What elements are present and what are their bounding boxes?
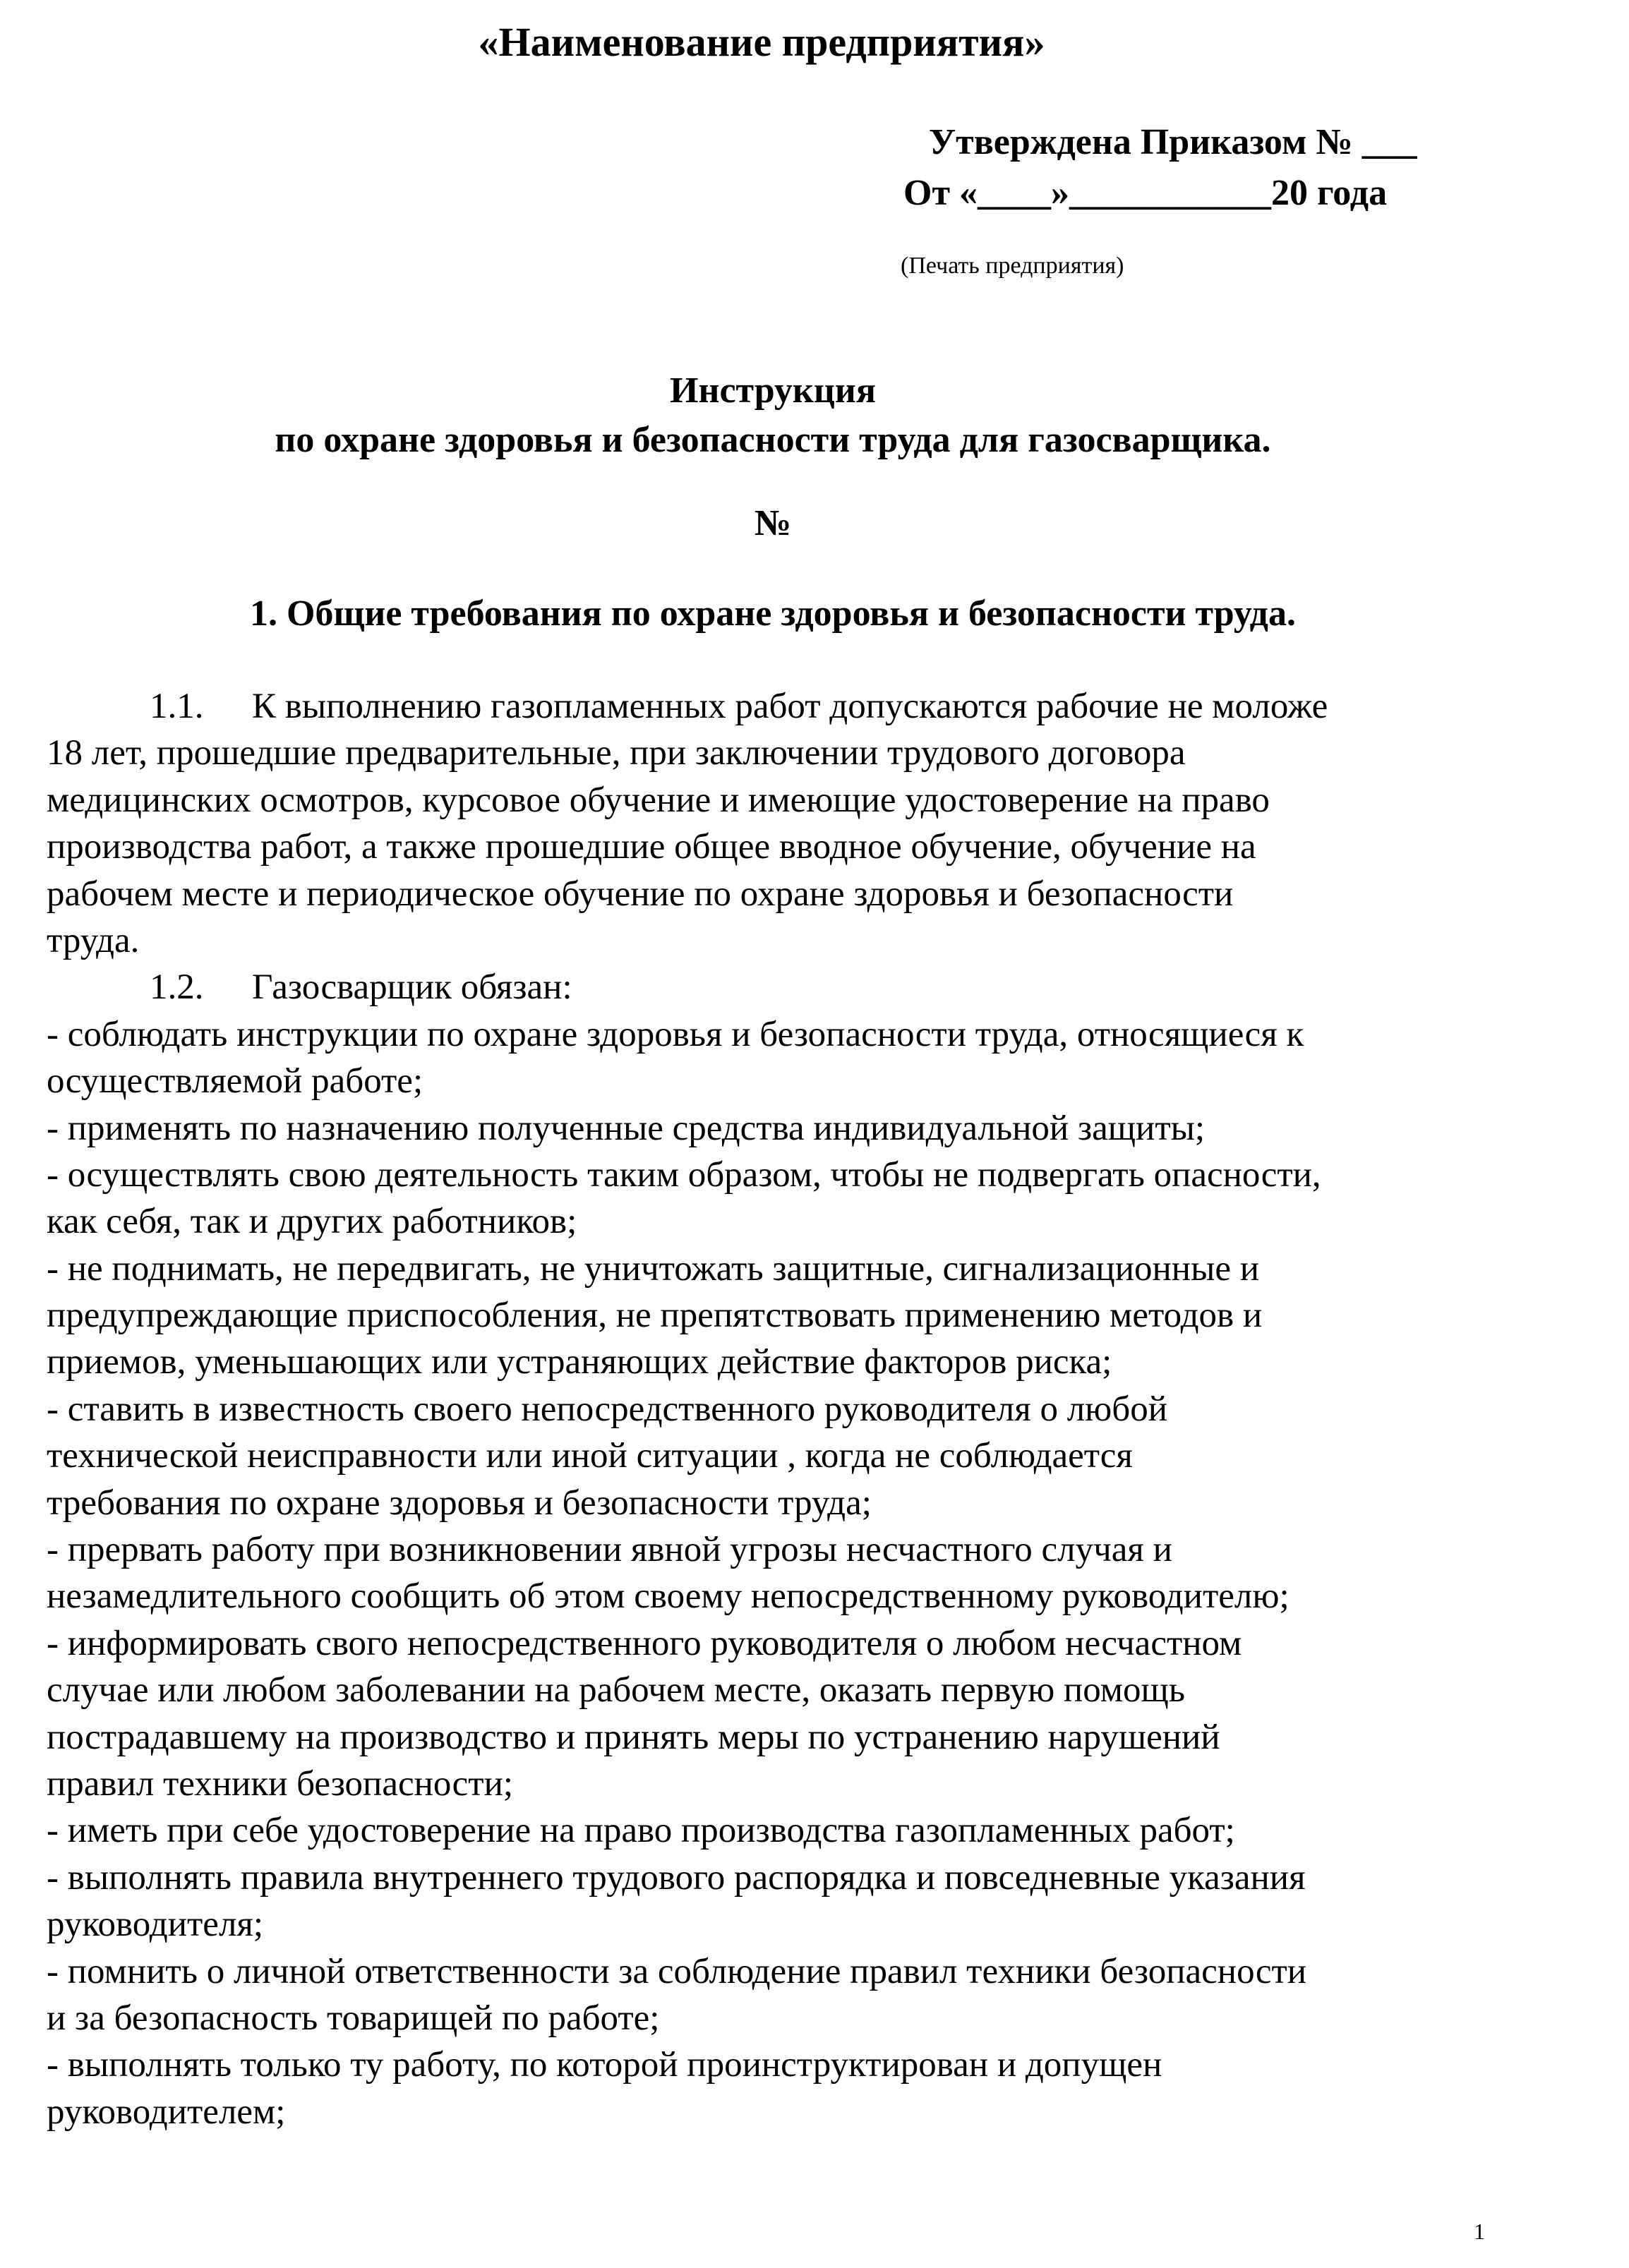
item-1-2-line: - иметь при себе удостоверение на право производства газопламенных работ; bbox=[47, 1811, 1235, 1851]
item-1-1-line: производства работ, а также прошедшие общее вводное обучение, обучение на bbox=[47, 827, 1256, 867]
item-1-2-line: приемов, уменьшающих или устраняющих действие факторов риска; bbox=[47, 1342, 1112, 1382]
approval-date-line: От «____»___________20 года bbox=[903, 173, 1388, 213]
item-1-1-number: 1.1. bbox=[150, 687, 204, 726]
item-1-2-line: - выполнять только ту работу, по которой проинструктирован и допущен bbox=[47, 2045, 1162, 2085]
item-1-2-line: как себя, так и других работников; bbox=[47, 1202, 577, 1242]
item-1-2-line: технической неисправности или иной ситуации , когда не соблюдается bbox=[47, 1436, 1133, 1476]
item-1-2-line: случае или любом заболевании на рабочем месте, оказать первую помощь bbox=[47, 1670, 1186, 1711]
section-1-heading: 1. Общие требования по охране здоровья и безопасности труда. bbox=[250, 593, 1296, 634]
company-name: «Наименование предприятия» bbox=[478, 19, 1045, 65]
item-1-1-line: рабочем месте и периодическое обучение по охране здоровья и безопасности bbox=[47, 874, 1234, 914]
item-1-2-line: пострадавшему на производство и принять меры по устранению нарушений bbox=[47, 1717, 1220, 1757]
item-1-2-line: требования по охране здоровья и безопасности труда; bbox=[47, 1483, 872, 1523]
document-title: Инструкция bbox=[670, 370, 876, 411]
item-1-1-line: труда. bbox=[47, 920, 140, 960]
item-1-2-line: - применять по назначению полученные средства индивидуальной защиты; bbox=[47, 1108, 1206, 1148]
item-1-2-label: Газосварщик обязан: bbox=[252, 967, 572, 1008]
item-1-2-line: - информировать свого непосредственного руководителя о любом несчастном bbox=[47, 1623, 1242, 1663]
item-1-2-line: - осуществлять свою деятельность таким образом, чтобы не подвергать опасности, bbox=[47, 1154, 1321, 1195]
item-1-1-first-line bbox=[47, 683, 1515, 730]
seal-note: (Печать предприятия) bbox=[901, 253, 1124, 279]
item-1-2-line: незамедлительного сообщить об этом своему непосредственному руководителю; bbox=[47, 1576, 1290, 1617]
document-subtitle: по охране здоровья и безопасности труда для газосварщика. bbox=[275, 420, 1271, 460]
item-1-1-text: К выполнению газопламенных работ допускаются рабочие не моложе bbox=[252, 687, 1328, 726]
item-1-2-line: руководителем; bbox=[47, 2092, 286, 2132]
item-1-2-line: - выполнять правила внутреннего трудового распорядка и повседневные указания bbox=[47, 1857, 1306, 1898]
item-1-2-first-line bbox=[47, 964, 1515, 1011]
approval-order-line: Утверждена Приказом № ___ bbox=[929, 122, 1417, 162]
item-1-1-line: медицинских осмотров, курсовое обучение и имеющие удостоверение на право bbox=[47, 780, 1270, 820]
item-1-2-line: и за безопасность товарищей по работе; bbox=[47, 1998, 660, 2038]
item-1-1-line: 18 лет, прошедшие предварительные, при заключении трудового договора bbox=[47, 733, 1186, 773]
item-1-2-line: предупреждающие приспособления, не препятствовать применению методов и bbox=[47, 1296, 1263, 1336]
item-1-2-line: руководителя; bbox=[47, 1905, 264, 1945]
item-1-2-line: осуществляемой работе; bbox=[47, 1061, 423, 1102]
item-1-2-line: - соблюдать инструкции по охране здоровья и безопасности труда, относящиеся к bbox=[47, 1014, 1304, 1054]
item-1-2-line: - не поднимать, не передвигать, не уничтожать защитные, сигнализационные и bbox=[47, 1248, 1260, 1289]
item-1-2-line: - прервать работу при возникновении явной угрозы несчастного случая и bbox=[47, 1530, 1172, 1570]
item-1-2-line: - помнить о личной ответственности за соблюдение правил техники безопасности bbox=[47, 1951, 1307, 1991]
item-1-2-number: 1.2. bbox=[150, 967, 204, 1008]
section-1-body bbox=[47, 683, 1515, 2135]
document-number: № bbox=[754, 503, 792, 543]
item-1-2-line: - ставить в известность своего непосредственного руководителя о любой bbox=[47, 1389, 1167, 1429]
item-1-2-line: правил техники безопасности; bbox=[47, 1763, 514, 1804]
page-number: 1 bbox=[1474, 2219, 1485, 2244]
